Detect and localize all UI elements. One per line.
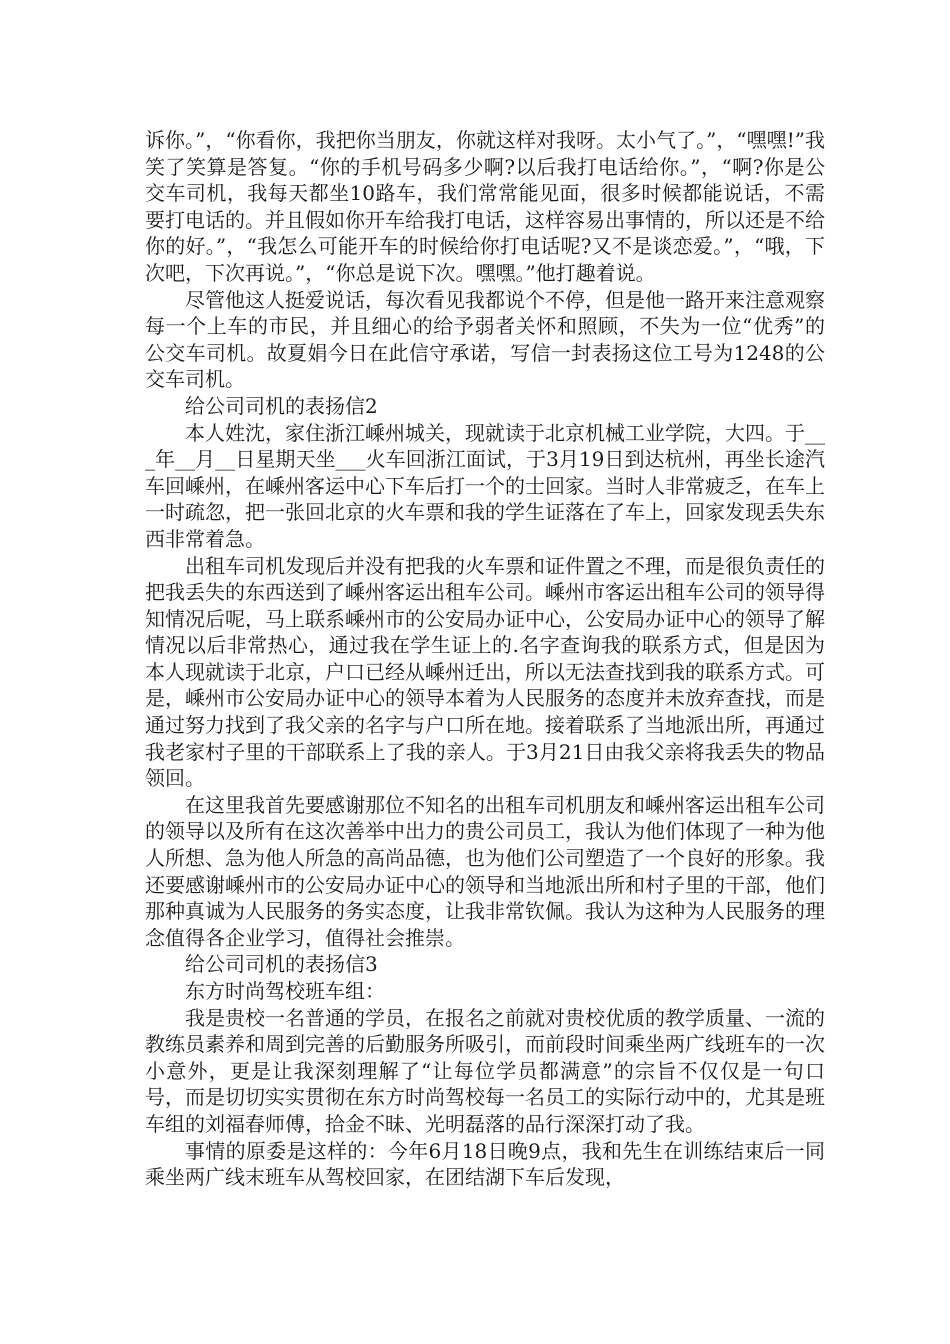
section-heading: 给公司司机的表扬信2 xyxy=(185,393,378,418)
paragraph: 尽管他这人挺爱说话，每次看见我都说个不停，但是他一路开来注意观察每一个上车的市民，并且细心的给予弱者关怀和照顾，不失为一位“优秀”的公交车司机。故夏娟今日在此信守承诺，写信一封表扬这位工号为1248的公交车司机。 xyxy=(145,287,825,392)
paragraph: 事情的原委是这样的：今年6月18日晚9点，我和先生在训练结束后一同乘坐两广线末班车从驾校回家，在团结湖下车后发现， xyxy=(145,1138,825,1190)
paragraph: 本人姓沈，家住浙江嵊州城关，现就读于北京机械工业学院，大四。于___年__月__日星期天坐___火车回浙江面试，于3月19日到达杭州，再坐长途汽车回嵊州，在嵊州客运中心下车后打一个的士回家。当时人非常疲乏，在车上一时疏忽，把一张回北京的火车票和我的学生证落在了车上，回家发现丢失东西非常着急。 xyxy=(145,420,825,551)
paragraph: 我是贵校一名普通的学员，在报名之前就对贵校优质的教学质量、一流的教练员素养和周到完善的后勤服务所吸引，而前段时间乘坐两广线班车的一次小意外，更是让我深刻理解了“让每位学员都满意”的宗旨不仅仅是一句口号，而是切切实实贯彻在东方时尚驾校每一名员工的实际行动中的，尤其是班车组的刘福春师傅，拾金不昧、光明磊落的品行深深打动了我。 xyxy=(145,1005,825,1136)
document-body xyxy=(145,127,825,1191)
section-heading: 给公司司机的表扬信3 xyxy=(185,952,378,977)
paragraph: 在这里我首先要感谢那位不知名的出租车司机朋友和嵊州客运出租车公司的领导以及所有在这次善举中出力的贵公司员工，我认为他们体现了一种为他人所想、急为他人所急的高尚品德，也为他们公司塑造了一个良好的形象。我还要感谢嵊州市的公安局办证中心的领导和当地派出所和村子里的干部，他们那种真诚为人民服务的务实态度，让我非常钦佩。我认为这种为人民服务的理念值得各企业学习，值得社会推崇。 xyxy=(145,792,825,950)
paragraph: 出租车司机发现后并没有把我的火车票和证件置之不理，而是很负责任的把我丢失的东西送到了嵊州客运出租车公司。嵊州市客运出租车公司的领导得知情况后呢，马上联系嵊州市的公安局办证中心，公安局办证中心的领导了解情况以后非常热心，通过我在学生证上的.名字查询我的联系方式，但是因为本人现就读于北京，户口已经从嵊州迁出，所以无法查找到我的联系方式。可是，嵊州市公安局办证中心的领导本着为人民服务的态度并未放弃查找，而是通过努力找到了我父亲的名字与户口所在地。接着联系了当地派出所，再通过我老家村子里的干部联系上了我的亲人。于3月21日由我父亲将我丢失的物品领回。 xyxy=(145,553,825,791)
paragraph: 诉你。”，“你看你，我把你当朋友，你就这样对我呀。太小气了。”，“嘿嘿!”我笑了笑算是答复。“你的手机号码多少啊?以后我打电话给你。”，“啊?你是公交车司机，我每天都坐10路车，我们常常能见面，很多时候都能说话，不需要打电话的。并且假如你开车给我打电话，这样容易出事情的，所以还是不给你的好。”，“我怎么可能开车的时候给你打电话呢?又不是谈恋爱。”，“哦，下次吧，下次再说。”，“你总是说下次。嘿嘿。”他打趣着说。 xyxy=(145,128,825,285)
letter-salutation: 东方时尚驾校班车组： xyxy=(185,979,385,1003)
